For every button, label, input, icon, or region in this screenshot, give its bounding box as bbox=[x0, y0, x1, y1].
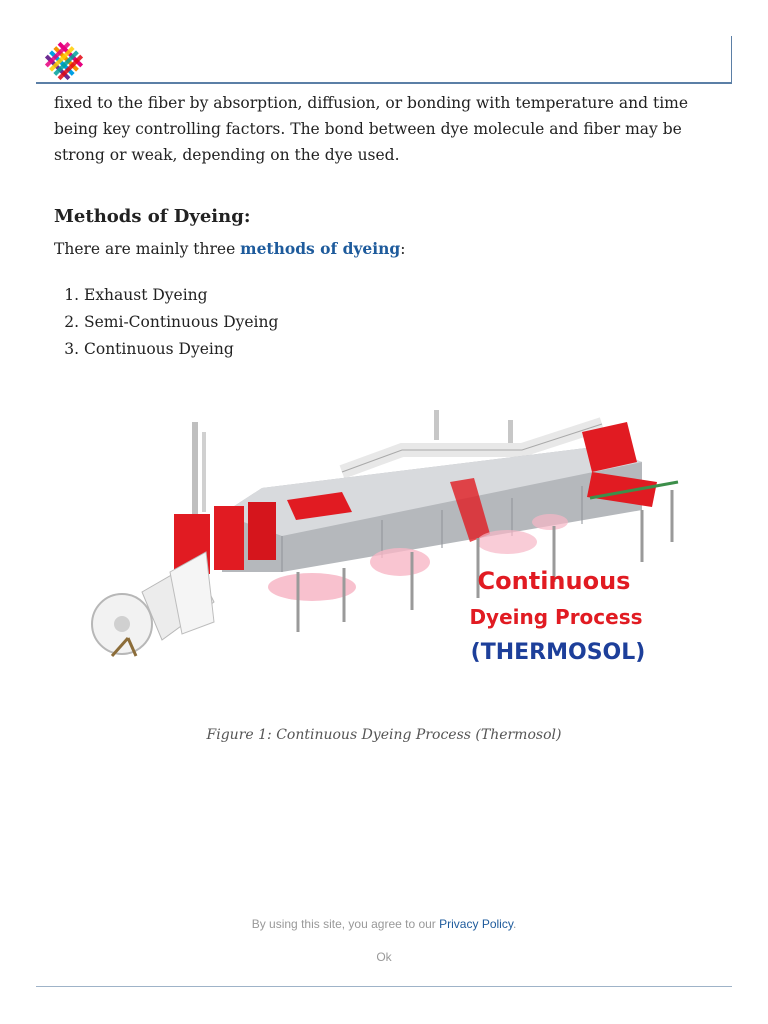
section-heading: Methods of Dyeing: bbox=[54, 206, 251, 227]
figure-title-line1: Continuous bbox=[477, 567, 631, 595]
list-item: 2. Semi-Continuous Dyeing bbox=[84, 309, 278, 336]
privacy-policy-link[interactable]: Privacy Policy bbox=[439, 917, 513, 931]
figure-title-line3: (THERMOSOL) bbox=[470, 640, 646, 665]
continuous-dyeing-figure bbox=[82, 402, 688, 672]
cookie-consent-text bbox=[0, 917, 768, 931]
consent-ok-button[interactable]: Ok bbox=[369, 947, 399, 967]
consent-text: By using this site, you agree to our bbox=[251, 917, 440, 931]
site-logo-icon[interactable] bbox=[44, 41, 84, 81]
site-header bbox=[36, 36, 732, 84]
figure-caption: Figure 1: Continuous Dyeing Process (Thermosol) bbox=[206, 727, 562, 743]
intro-suffix: : bbox=[400, 240, 406, 258]
figure-title-line2: Dyeing Process bbox=[469, 605, 643, 629]
consent-suffix: . bbox=[512, 917, 517, 931]
intro-prefix: There are mainly three bbox=[54, 240, 241, 258]
list-item: 1. Exhaust Dyeing bbox=[84, 282, 278, 309]
methods-list bbox=[54, 282, 278, 363]
methods-of-dyeing-link[interactable]: methods of dyeing bbox=[240, 239, 401, 258]
list-item: 3. Continuous Dyeing bbox=[84, 336, 278, 363]
article-paragraph: fixed to the fiber by absorption, diffusion, or bonding with temperature and time being key controlling factors. The bond between dye molecule and fiber may be strong or weak, depending on the dye used. bbox=[54, 94, 689, 164]
methods-intro bbox=[54, 237, 406, 261]
bottom-divider bbox=[36, 986, 732, 987]
